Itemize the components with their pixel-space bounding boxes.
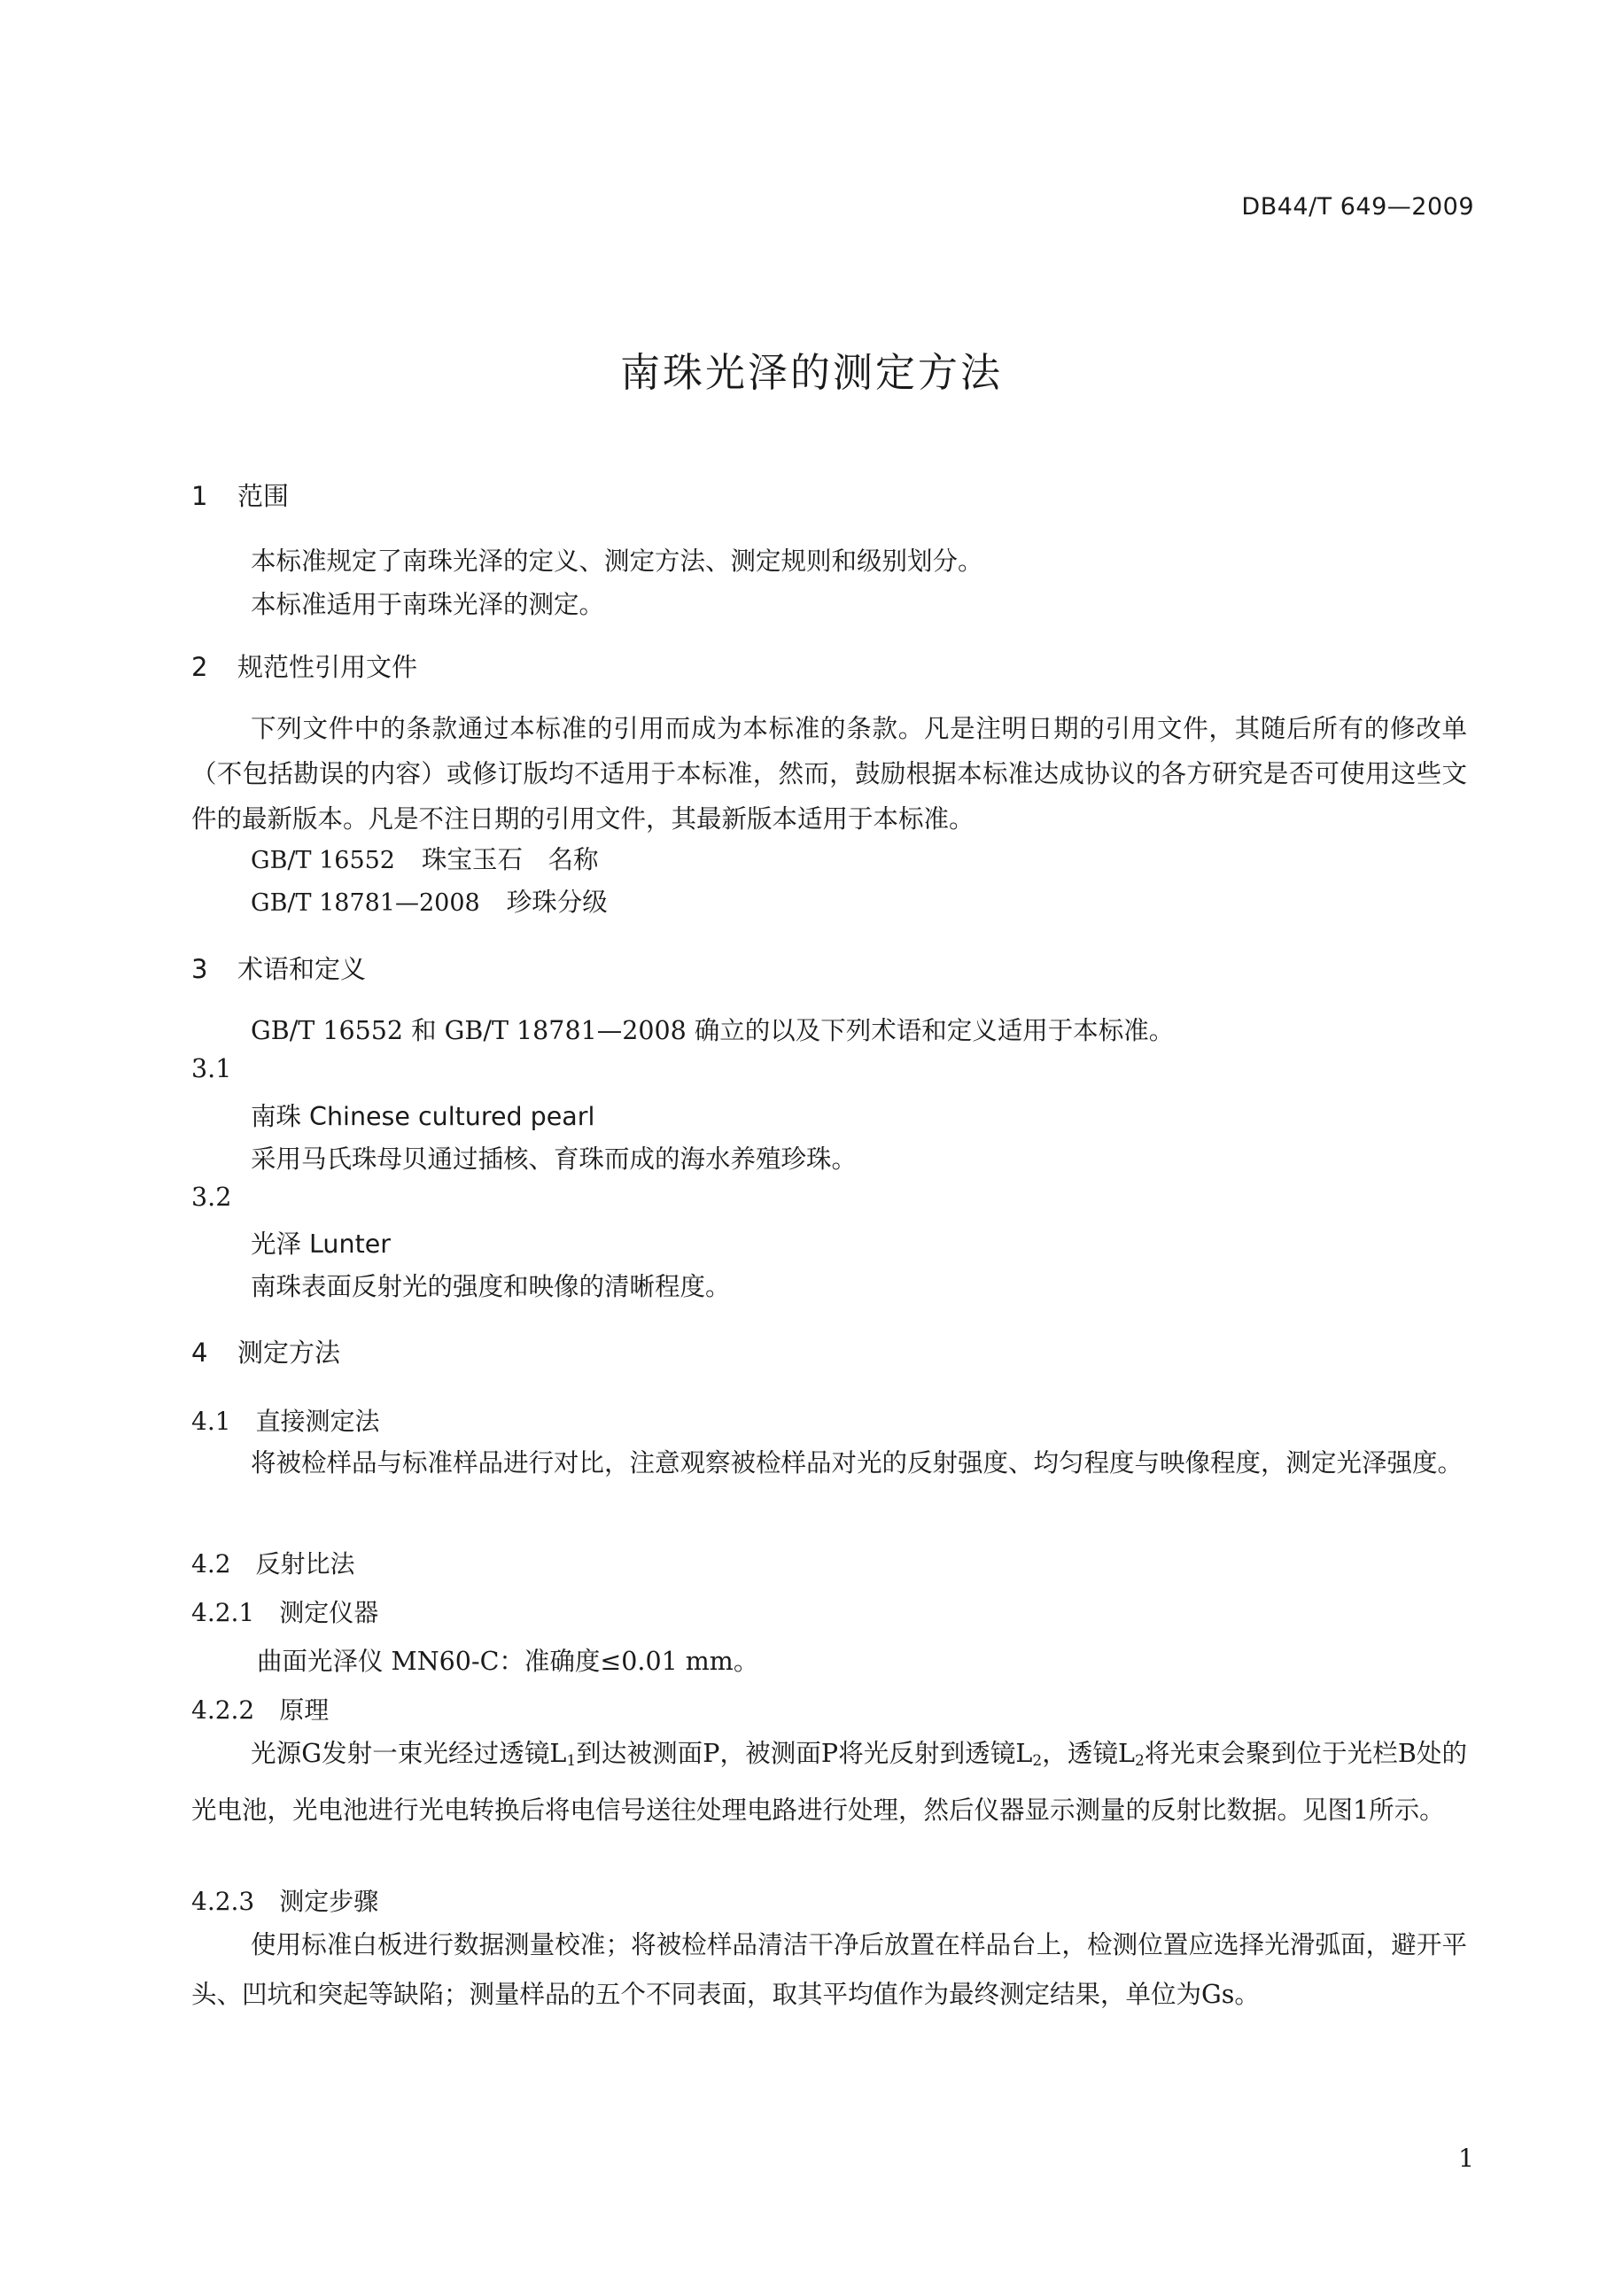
subsection-number: 4.1 bbox=[191, 1407, 231, 1436]
section-number: 3 bbox=[191, 954, 208, 984]
subsection-4-1-heading bbox=[191, 1402, 380, 1438]
section-2-heading bbox=[191, 648, 417, 684]
subsection-title: 测定步骤 bbox=[279, 1887, 379, 1916]
subsection-title: 反射比法 bbox=[255, 1549, 355, 1578]
term-name: 南珠 Chinese cultured pearl bbox=[251, 1102, 595, 1131]
paragraph: GB/T 16552 和 GB/T 18781—2008 确立的以及下列术语和定义适用于本标准。 bbox=[251, 1016, 1175, 1045]
text-run: ，透镜L bbox=[1042, 1739, 1135, 1768]
section-number: 1 bbox=[191, 481, 208, 511]
section-title: 术语和定义 bbox=[237, 954, 367, 984]
term-definition: 采用马氏珠母贝通过插核、育珠而成的海水养殖珍珠。 bbox=[251, 1144, 858, 1174]
paragraph: 本标准规定了南珠光泽的定义、测定方法、测定规则和级别划分。 bbox=[251, 547, 983, 576]
section-number: 2 bbox=[191, 652, 208, 682]
subsection-number: 4.2.1 bbox=[191, 1598, 255, 1627]
subsection-4-2-3-heading bbox=[191, 1882, 378, 1918]
subsection-title: 直接测定法 bbox=[255, 1407, 380, 1436]
page-number: 1 bbox=[1458, 2144, 1474, 2173]
document-code: DB44/T 649—2009 bbox=[1241, 193, 1474, 221]
reference-name: 珍珠分级 bbox=[506, 888, 608, 917]
subscript: 2 bbox=[1134, 1752, 1145, 1770]
subsection-number: 4.2.3 bbox=[191, 1887, 255, 1916]
reference-item bbox=[251, 882, 608, 919]
reference-name: 珠宝玉石 名称 bbox=[422, 845, 599, 874]
paragraph: 下列文件中的条款通过本标准的引用而成为本标准的条款。凡是注明日期的引用文件，其随后所有的修改单（不包括勘误的内容）或修订版均不适用于本标准，然而，鼓励根据本标准达成协议的各方研究是否可使用这些文件的最新版本。凡是不注日期的引用文件，其最新版本适用于本标准。 bbox=[191, 714, 1467, 834]
paragraph: 使用标准白板进行数据测量校准；将被检样品清洁干净后放置在样品台上，检测位置应选择光滑弧面，避开平头、凹坑和突起等缺陷；测量样品的五个不同表面，取其平均值作为最终测定结果，单位为Gs。 bbox=[191, 1930, 1467, 2009]
subsection-number: 4.2.2 bbox=[191, 1695, 255, 1725]
subsection-title: 测定仪器 bbox=[279, 1598, 379, 1627]
section-title: 规范性引用文件 bbox=[237, 652, 418, 682]
subscript: 2 bbox=[1032, 1752, 1043, 1770]
section-title: 测定方法 bbox=[237, 1338, 341, 1368]
page-title: 南珠光泽的测定方法 bbox=[619, 349, 1003, 396]
reference-code: GB/T 16552 bbox=[251, 847, 395, 874]
section-4-heading bbox=[191, 1333, 340, 1369]
paragraph: 本标准适用于南珠光泽的测定。 bbox=[251, 590, 605, 619]
subsection-4-2-heading bbox=[191, 1545, 355, 1580]
section-3-heading bbox=[191, 950, 366, 986]
term-name: 光泽 Lunter bbox=[251, 1229, 391, 1259]
section-title: 范围 bbox=[237, 481, 290, 511]
text-run: 将光束会聚到位于光栏B处的光电池，光电池进行光电转换后将电信号送往处理电路进行处理，然后仪器显示测量的反射比数据。见图1所示。 bbox=[191, 1739, 1467, 1825]
text-run: 到达被测面P，被测面P将光反射到透镜L bbox=[576, 1739, 1033, 1768]
text-run: 光源G发射一束光经过透镜L bbox=[251, 1739, 567, 1768]
paragraph: 曲面光泽仪 MN60-C：准确度≤0.01 mm。 bbox=[257, 1647, 759, 1676]
paragraph: 将被检样品与标准样品进行对比，注意观察被检样品对光的反射强度、均匀程度与映像程度，测定光泽强度。 bbox=[251, 1448, 1464, 1478]
section-number: 4 bbox=[191, 1338, 208, 1368]
term-number: 3.1 bbox=[191, 1054, 232, 1083]
principle-paragraph bbox=[191, 1729, 1467, 1835]
reference-item bbox=[251, 840, 599, 876]
subsection-4-2-1-heading bbox=[191, 1594, 378, 1629]
subsection-title: 原理 bbox=[279, 1695, 330, 1725]
term-definition: 南珠表面反射光的强度和映像的清晰程度。 bbox=[251, 1272, 731, 1301]
subsection-4-2-2-heading bbox=[191, 1691, 329, 1726]
subscript: 1 bbox=[566, 1752, 577, 1770]
reference-code: GB/T 18781—2008 bbox=[251, 889, 480, 917]
subsection-number: 4.2 bbox=[191, 1549, 231, 1578]
section-1-heading bbox=[191, 477, 289, 513]
term-number: 3.2 bbox=[191, 1183, 232, 1212]
